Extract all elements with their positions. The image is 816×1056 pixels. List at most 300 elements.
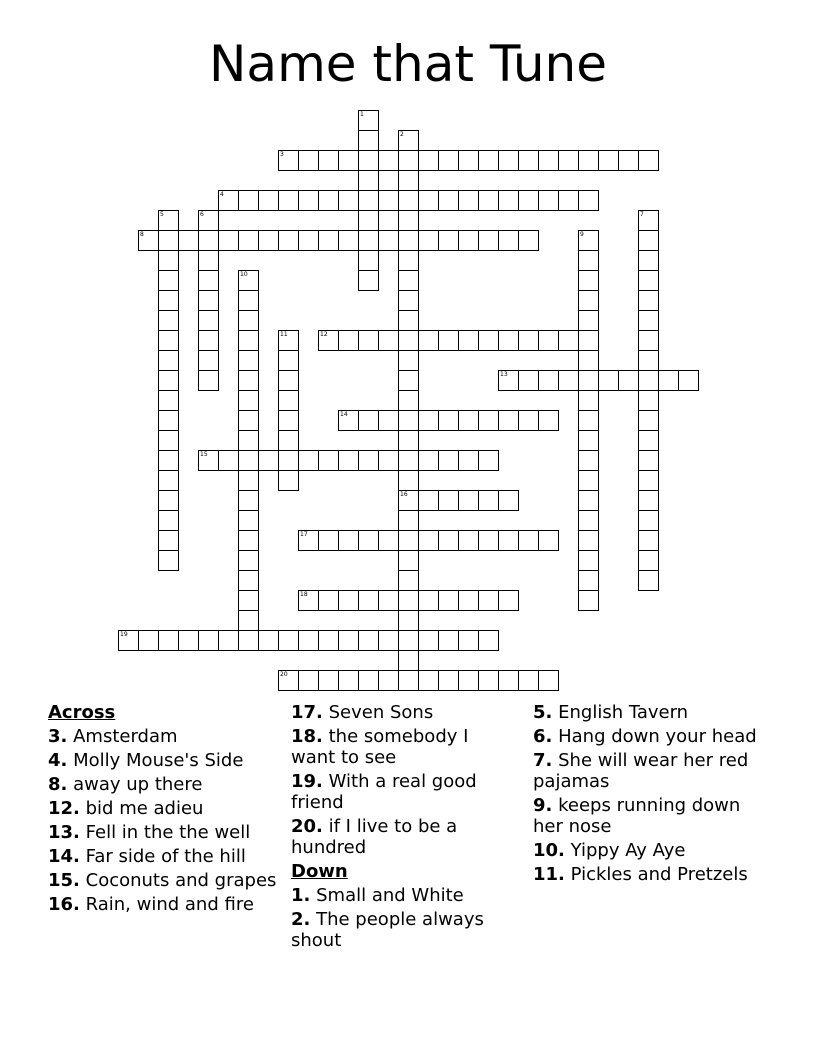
grid-cell[interactable] (198, 450, 219, 471)
grid-cell[interactable] (578, 270, 599, 291)
grid-cell[interactable] (578, 430, 599, 451)
grid-cell[interactable] (238, 270, 259, 291)
grid-cell[interactable] (338, 530, 359, 551)
grid-cell[interactable] (298, 630, 319, 651)
grid-cell[interactable] (478, 410, 499, 431)
grid-cell[interactable] (398, 170, 419, 191)
grid-cell[interactable] (278, 630, 299, 651)
clues-column-1 (48, 702, 280, 918)
grid-cell[interactable] (238, 470, 259, 491)
grid-cell[interactable] (398, 230, 419, 251)
grid-cell[interactable] (298, 190, 319, 211)
clue-down-2: 2. The people always shout (291, 909, 484, 951)
grid-cell[interactable] (378, 330, 399, 351)
grid-cell[interactable] (158, 410, 179, 431)
grid-cell[interactable] (398, 570, 419, 591)
grid-cell[interactable] (638, 150, 659, 171)
grid-cell[interactable] (398, 130, 419, 151)
grid-clue-number: 13 (500, 371, 508, 378)
grid-cell[interactable] (398, 410, 419, 431)
grid-cell[interactable] (158, 290, 179, 311)
grid-cell[interactable] (238, 570, 259, 591)
grid-cell[interactable] (278, 190, 299, 211)
grid-cell[interactable] (198, 290, 219, 311)
grid-cell[interactable] (278, 370, 299, 391)
grid-cell[interactable] (398, 590, 419, 611)
grid-cell[interactable] (498, 190, 519, 211)
grid-cell[interactable] (398, 250, 419, 271)
grid-cell[interactable] (618, 370, 639, 391)
grid-cell[interactable] (638, 470, 659, 491)
grid-cell[interactable] (418, 330, 439, 351)
grid-cell[interactable] (238, 490, 259, 511)
grid-cell[interactable] (418, 410, 439, 431)
grid-cell[interactable] (638, 570, 659, 591)
grid-cell[interactable] (478, 630, 499, 651)
grid-cell[interactable] (318, 230, 339, 251)
grid-cell[interactable] (418, 630, 439, 651)
grid-cell[interactable] (398, 670, 419, 691)
grid-cell[interactable] (578, 550, 599, 571)
grid-cell[interactable] (638, 230, 659, 251)
grid-cell[interactable] (398, 450, 419, 471)
grid-cell[interactable] (158, 430, 179, 451)
grid-cell[interactable] (438, 410, 459, 431)
grid-cell[interactable] (498, 530, 519, 551)
grid-cell[interactable] (158, 550, 179, 571)
grid-cell[interactable] (398, 650, 419, 671)
grid-cell[interactable] (238, 450, 259, 471)
grid-cell[interactable] (458, 230, 479, 251)
grid-cell[interactable] (198, 310, 219, 331)
grid-cell[interactable] (398, 550, 419, 571)
grid-cell[interactable] (678, 370, 699, 391)
grid-cell[interactable] (318, 150, 339, 171)
grid-cell[interactable] (538, 330, 559, 351)
grid-cell[interactable] (358, 190, 379, 211)
grid-cell[interactable] (438, 190, 459, 211)
grid-cell[interactable] (258, 450, 279, 471)
grid-cell[interactable] (238, 190, 259, 211)
grid-cell[interactable] (358, 530, 379, 551)
grid-cell[interactable] (398, 530, 419, 551)
grid-cell[interactable] (438, 450, 459, 471)
grid-cell[interactable] (478, 530, 499, 551)
grid-cell[interactable] (438, 330, 459, 351)
grid-cell[interactable] (418, 670, 439, 691)
grid-cell[interactable] (658, 370, 679, 391)
clue-across-8: 8. away up there (48, 774, 203, 795)
grid-cell[interactable] (378, 450, 399, 471)
grid-cell[interactable] (438, 490, 459, 511)
grid-cell[interactable] (338, 150, 359, 171)
grid-cell[interactable] (398, 330, 419, 351)
grid-cell[interactable] (218, 630, 239, 651)
grid-cell[interactable] (478, 590, 499, 611)
grid-cell[interactable] (578, 590, 599, 611)
grid-cell[interactable] (358, 590, 379, 611)
grid-cell[interactable] (418, 150, 439, 171)
grid-cell[interactable] (338, 330, 359, 351)
grid-cell[interactable] (378, 630, 399, 651)
grid-cell[interactable] (478, 190, 499, 211)
grid-cell[interactable] (198, 330, 219, 351)
grid-cell[interactable] (418, 530, 439, 551)
grid-cell[interactable] (558, 330, 579, 351)
grid-cell[interactable] (258, 630, 279, 651)
grid-cell[interactable] (238, 530, 259, 551)
grid-cell[interactable] (638, 410, 659, 431)
grid-cell[interactable] (318, 530, 339, 551)
grid-cell[interactable] (638, 370, 659, 391)
grid-cell[interactable] (478, 670, 499, 691)
clue-across-20: 20. if I live to be a hundred (291, 816, 458, 858)
grid-cell[interactable] (238, 610, 259, 631)
grid-cell[interactable] (198, 210, 219, 231)
grid-cell[interactable] (358, 150, 379, 171)
grid-cell[interactable] (578, 530, 599, 551)
grid-cell[interactable] (338, 230, 359, 251)
grid-cell[interactable] (458, 630, 479, 651)
grid-cell[interactable] (438, 590, 459, 611)
grid-cell[interactable] (338, 590, 359, 611)
grid-cell[interactable] (478, 450, 499, 471)
grid-cell[interactable] (218, 450, 239, 471)
grid-cell[interactable] (398, 430, 419, 451)
grid-cell[interactable] (158, 370, 179, 391)
grid-cell[interactable] (378, 150, 399, 171)
grid-cell[interactable] (278, 450, 299, 471)
grid-cell[interactable] (158, 310, 179, 331)
grid-cell[interactable] (238, 390, 259, 411)
grid-cell[interactable] (578, 290, 599, 311)
grid-cell[interactable] (338, 410, 359, 431)
grid-cell[interactable] (598, 150, 619, 171)
grid-cell[interactable] (578, 190, 599, 211)
grid-cell[interactable] (398, 610, 419, 631)
grid-cell[interactable] (498, 370, 519, 391)
grid-cell[interactable] (298, 670, 319, 691)
grid-cell[interactable] (638, 290, 659, 311)
grid-cell[interactable] (378, 530, 399, 551)
grid-cell[interactable] (278, 330, 299, 351)
grid-cell[interactable] (298, 150, 319, 171)
grid-cell[interactable] (158, 210, 179, 231)
grid-cell[interactable] (318, 190, 339, 211)
grid-cell[interactable] (478, 490, 499, 511)
grid-cell[interactable] (118, 630, 139, 651)
grid-cell[interactable] (498, 150, 519, 171)
grid-clue-number: 19 (120, 631, 128, 638)
grid-cell[interactable] (518, 530, 539, 551)
grid-cell[interactable] (578, 310, 599, 331)
clue-across-4: 4. Molly Mouse's Side (48, 750, 244, 771)
grid-cell[interactable] (178, 630, 199, 651)
grid-cell[interactable] (398, 210, 419, 231)
grid-cell[interactable] (198, 630, 219, 651)
grid-cell[interactable] (358, 410, 379, 431)
grid-clue-number: 3 (280, 151, 284, 158)
grid-cell[interactable] (478, 330, 499, 351)
grid-cell[interactable] (238, 310, 259, 331)
grid-cell[interactable] (458, 490, 479, 511)
clue-across-16: 16. Rain, wind and fire (48, 894, 254, 915)
grid-cell[interactable] (538, 530, 559, 551)
grid-cell[interactable] (458, 190, 479, 211)
grid-cell[interactable] (298, 590, 319, 611)
grid-cell[interactable] (338, 630, 359, 651)
grid-cell[interactable] (358, 330, 379, 351)
grid-cell[interactable] (378, 410, 399, 431)
grid-cell[interactable] (458, 590, 479, 611)
grid-cell[interactable] (378, 590, 399, 611)
grid-cell[interactable] (158, 530, 179, 551)
clue-down-5: 5. English Tavern (533, 702, 689, 723)
grid-cell[interactable] (498, 670, 519, 691)
grid-cell[interactable] (338, 450, 359, 471)
grid-cell[interactable] (478, 230, 499, 251)
grid-cell[interactable] (398, 310, 419, 331)
grid-cell[interactable] (578, 410, 599, 431)
grid-cell[interactable] (198, 230, 219, 251)
grid-cell[interactable] (498, 410, 519, 431)
grid-cell[interactable] (238, 510, 259, 531)
grid-cell[interactable] (458, 410, 479, 431)
grid-cell[interactable] (638, 330, 659, 351)
grid-cell[interactable] (138, 230, 159, 251)
grid-cell[interactable] (358, 210, 379, 231)
grid-cell[interactable] (298, 230, 319, 251)
grid-cell[interactable] (618, 150, 639, 171)
grid-cell[interactable] (638, 270, 659, 291)
grid-cell[interactable] (238, 550, 259, 571)
grid-cell[interactable] (158, 510, 179, 531)
grid-cell[interactable] (538, 150, 559, 171)
clue-across-17: 17. Seven Sons (291, 702, 434, 723)
grid-cell[interactable] (278, 670, 299, 691)
grid-cell[interactable] (398, 150, 419, 171)
grid-cell[interactable] (478, 150, 499, 171)
grid-cell[interactable] (418, 450, 439, 471)
grid-cell[interactable] (458, 330, 479, 351)
grid-cell[interactable] (238, 590, 259, 611)
grid-clue-number: 10 (240, 271, 248, 278)
grid-clue-number: 20 (280, 671, 288, 678)
grid-cell[interactable] (278, 350, 299, 371)
grid-cell[interactable] (458, 670, 479, 691)
grid-cell[interactable] (398, 470, 419, 491)
grid-cell[interactable] (398, 510, 419, 531)
grid-cell[interactable] (538, 670, 559, 691)
grid-cell[interactable] (278, 150, 299, 171)
grid-cell[interactable] (638, 210, 659, 231)
grid-cell[interactable] (278, 390, 299, 411)
grid-cell[interactable] (638, 510, 659, 531)
grid-cell[interactable] (418, 190, 439, 211)
grid-cell[interactable] (278, 230, 299, 251)
grid-cell[interactable] (638, 250, 659, 271)
grid-cell[interactable] (638, 350, 659, 371)
grid-cell[interactable] (238, 290, 259, 311)
grid-cell[interactable] (398, 390, 419, 411)
grid-cell[interactable] (198, 250, 219, 271)
grid-cell[interactable] (158, 230, 179, 251)
grid-cell[interactable] (398, 490, 419, 511)
down-heading: Down (291, 861, 348, 882)
grid-clue-number: 16 (400, 491, 408, 498)
grid-cell[interactable] (438, 630, 459, 651)
grid-cell[interactable] (238, 430, 259, 451)
grid-cell[interactable] (358, 110, 379, 131)
grid-cell[interactable] (518, 230, 539, 251)
grid-cell[interactable] (378, 230, 399, 251)
grid-cell[interactable] (518, 150, 539, 171)
grid-cell[interactable] (158, 450, 179, 471)
grid-cell[interactable] (278, 430, 299, 451)
grid-cell[interactable] (518, 370, 539, 391)
grid-cell[interactable] (358, 630, 379, 651)
grid-cell[interactable] (258, 190, 279, 211)
grid-cell[interactable] (498, 330, 519, 351)
grid-cell[interactable] (438, 530, 459, 551)
grid-cell[interactable] (638, 550, 659, 571)
grid-cell[interactable] (578, 390, 599, 411)
grid-cell[interactable] (558, 150, 579, 171)
grid-cell[interactable] (418, 490, 439, 511)
grid-cell[interactable] (538, 190, 559, 211)
grid-cell[interactable] (358, 270, 379, 291)
grid-cell[interactable] (258, 230, 279, 251)
grid-cell[interactable] (398, 630, 419, 651)
grid-cell[interactable] (218, 190, 239, 211)
grid-cell[interactable] (458, 530, 479, 551)
grid-cell[interactable] (578, 570, 599, 591)
grid-cell[interactable] (358, 450, 379, 471)
grid-cell[interactable] (178, 230, 199, 251)
grid-cell[interactable] (578, 230, 599, 251)
grid-cell[interactable] (398, 350, 419, 371)
grid-cell[interactable] (578, 450, 599, 471)
grid-cell[interactable] (578, 470, 599, 491)
grid-cell[interactable] (378, 670, 399, 691)
grid-cell[interactable] (358, 230, 379, 251)
grid-cell[interactable] (578, 490, 599, 511)
grid-cell[interactable] (518, 330, 539, 351)
grid-cell[interactable] (238, 410, 259, 431)
grid-clue-number: 14 (340, 411, 348, 418)
grid-cell[interactable] (358, 250, 379, 271)
grid-cell[interactable] (438, 670, 459, 691)
grid-cell[interactable] (578, 250, 599, 271)
grid-clue-number: 4 (220, 191, 224, 198)
grid-cell[interactable] (498, 490, 519, 511)
grid-cell[interactable] (638, 430, 659, 451)
grid-cell[interactable] (398, 290, 419, 311)
grid-cell[interactable] (158, 350, 179, 371)
grid-cell[interactable] (578, 510, 599, 531)
grid-cell[interactable] (638, 390, 659, 411)
grid-cell[interactable] (218, 230, 239, 251)
grid-cell[interactable] (338, 670, 359, 691)
grid-cell[interactable] (158, 330, 179, 351)
grid-cell[interactable] (238, 350, 259, 371)
grid-cell[interactable] (398, 270, 419, 291)
grid-cell[interactable] (318, 670, 339, 691)
grid-cell[interactable] (498, 590, 519, 611)
grid-cell[interactable] (278, 410, 299, 431)
clues-column-3 (533, 702, 761, 888)
grid-cell[interactable] (338, 190, 359, 211)
grid-cell[interactable] (438, 150, 459, 171)
grid-cell[interactable] (538, 370, 559, 391)
grid-cell[interactable] (378, 190, 399, 211)
grid-cell[interactable] (458, 150, 479, 171)
grid-cell[interactable] (578, 370, 599, 391)
grid-cell[interactable] (578, 350, 599, 371)
grid-cell[interactable] (158, 630, 179, 651)
grid-cell[interactable] (318, 590, 339, 611)
grid-cell[interactable] (198, 270, 219, 291)
clue-across-18: 18. the somebody I want to see (291, 726, 469, 768)
grid-cell[interactable] (598, 370, 619, 391)
grid-cell[interactable] (518, 190, 539, 211)
grid-cell[interactable] (298, 530, 319, 551)
grid-cell[interactable] (418, 590, 439, 611)
grid-cell[interactable] (518, 410, 539, 431)
puzzle-title: Name that Tune (209, 35, 607, 93)
grid-cell[interactable] (538, 410, 559, 431)
grid-cell[interactable] (558, 190, 579, 211)
grid-cell[interactable] (318, 450, 339, 471)
grid-cell[interactable] (578, 330, 599, 351)
clue-down-6: 6. Hang down your head (533, 726, 757, 747)
grid-cell[interactable] (358, 130, 379, 151)
grid-cell[interactable] (498, 230, 519, 251)
grid-cell[interactable] (418, 230, 439, 251)
grid-cell[interactable] (238, 230, 259, 251)
grid-cell[interactable] (158, 250, 179, 271)
grid-cell[interactable] (458, 450, 479, 471)
grid-cell[interactable] (158, 270, 179, 291)
grid-cell[interactable] (318, 330, 339, 351)
grid-cell[interactable] (358, 670, 379, 691)
grid-cell[interactable] (198, 350, 219, 371)
grid-cell[interactable] (638, 490, 659, 511)
grid-cell[interactable] (158, 490, 179, 511)
grid-cell[interactable] (578, 150, 599, 171)
grid-cell[interactable] (158, 390, 179, 411)
grid-cell[interactable] (198, 370, 219, 391)
grid-cell[interactable] (638, 310, 659, 331)
grid-cell[interactable] (238, 630, 259, 651)
grid-cell[interactable] (278, 470, 299, 491)
grid-cell[interactable] (398, 190, 419, 211)
grid-cell[interactable] (638, 530, 659, 551)
grid-cell[interactable] (438, 230, 459, 251)
grid-cell[interactable] (158, 470, 179, 491)
grid-cell[interactable] (558, 370, 579, 391)
clue-down-11: 11. Pickles and Pretzels (533, 864, 748, 885)
grid-cell[interactable] (398, 370, 419, 391)
grid-cell[interactable] (358, 170, 379, 191)
grid-cell[interactable] (518, 670, 539, 691)
grid-cell[interactable] (138, 630, 159, 651)
grid-cell[interactable] (238, 330, 259, 351)
grid-cell[interactable] (298, 450, 319, 471)
grid-cell[interactable] (238, 370, 259, 391)
grid-cell[interactable] (318, 630, 339, 651)
grid-cell[interactable] (638, 450, 659, 471)
